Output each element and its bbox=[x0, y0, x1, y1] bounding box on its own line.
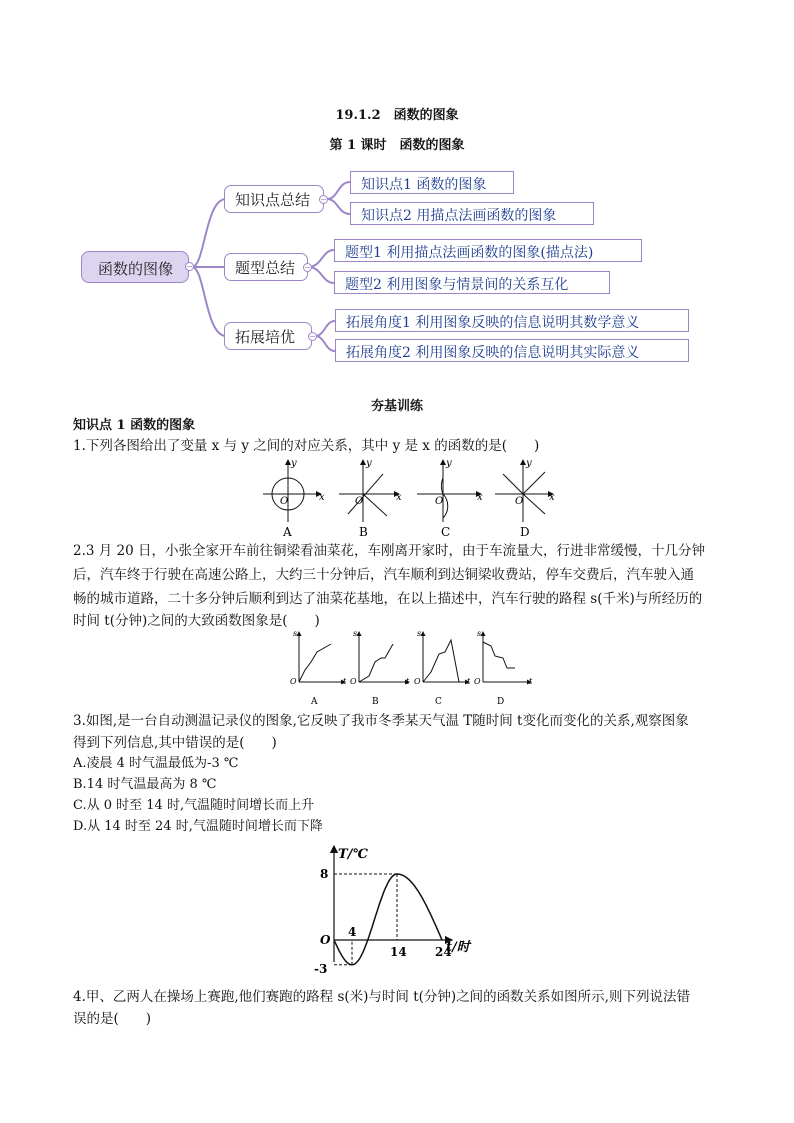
question-3-option-b: B.14 时气温最高为 8 ℃ bbox=[73, 777, 217, 792]
lesson-title: 第 1 课时 函数的图象 bbox=[329, 138, 465, 153]
branch-knowledge: 知识点总结 bbox=[224, 185, 324, 213]
question-3-line-2: 得到下列信息,其中错误的是( ) bbox=[73, 735, 277, 751]
temperature-curve bbox=[334, 874, 442, 965]
collapse-toggle-icon[interactable]: − bbox=[320, 195, 327, 204]
svg-text:x: x bbox=[319, 492, 325, 503]
figure-c-label: C bbox=[441, 525, 451, 539]
figure-c bbox=[417, 460, 481, 522]
branch-extension: 拓展培优 bbox=[224, 322, 312, 350]
svg-text:t: t bbox=[529, 677, 533, 686]
svg-text:t: t bbox=[406, 677, 410, 686]
svg-text:O: O bbox=[280, 496, 289, 507]
graph-b-label: B bbox=[372, 697, 379, 707]
question-1-text: 1.下列各图给出了变量 x 与 y 之间的对应关系，其中 y 是 x 的函数的是( ) bbox=[73, 438, 540, 454]
question-2-line-4: 时间 t(分钟)之间的大致函数图象是( ) bbox=[73, 613, 320, 629]
figure-d-label: D bbox=[520, 525, 530, 539]
question-3-option-c: C.从 0 时至 14 时,气温随时间增长而上升 bbox=[73, 798, 315, 813]
leaf-type-2: 题型2 利用图象与情景间的关系互化 bbox=[334, 271, 610, 294]
origin-label: O bbox=[320, 933, 331, 947]
svg-text:y: y bbox=[526, 458, 532, 469]
figure-b-label: B bbox=[359, 525, 368, 539]
leaf-knowledge-2: 知识点2 用描点法画函数的图象 bbox=[350, 202, 594, 225]
svg-text:O: O bbox=[414, 677, 421, 686]
graph-a bbox=[299, 632, 345, 682]
leaf-type-1: 题型1 利用描点法画函数的图象(描点法) bbox=[334, 239, 642, 262]
leaf-knowledge-1: 知识点1 函数的图象 bbox=[350, 171, 514, 194]
svg-text:y: y bbox=[291, 458, 297, 469]
x-tick-label: 24 bbox=[435, 945, 452, 959]
x-tick-label: 14 bbox=[390, 945, 407, 959]
mindmap-root: 函数的图像 bbox=[81, 251, 189, 283]
svg-text:O: O bbox=[350, 677, 357, 686]
svg-text:s: s bbox=[417, 629, 422, 638]
collapse-toggle-icon[interactable]: − bbox=[186, 262, 193, 271]
x-tick-label: 4 bbox=[348, 925, 357, 939]
svg-text:x: x bbox=[396, 492, 402, 503]
question-4-line-2: 误的是( ) bbox=[73, 1011, 152, 1027]
svg-text:y: y bbox=[446, 458, 452, 469]
question-1-figures bbox=[255, 456, 555, 542]
figure-a-label: A bbox=[283, 525, 292, 539]
figure-a bbox=[263, 460, 321, 522]
collapse-toggle-icon[interactable]: − bbox=[304, 263, 311, 272]
figure-b bbox=[339, 460, 399, 522]
svg-text:O: O bbox=[290, 677, 297, 686]
y-tick-label: 8 bbox=[320, 867, 329, 881]
y-tick-label: -3 bbox=[314, 961, 328, 975]
graph-c-label: C bbox=[435, 697, 442, 707]
svg-text:O: O bbox=[474, 677, 481, 686]
collapse-toggle-icon[interactable]: − bbox=[309, 332, 316, 341]
section-title: 19.1.2 函数的图象 bbox=[335, 108, 459, 123]
svg-text:O: O bbox=[435, 496, 444, 507]
svg-text:s: s bbox=[293, 629, 298, 638]
graph-c bbox=[423, 632, 469, 682]
question-2-line-2: 后，汽车终于行驶在高速公路上，大约三十分钟后，汽车顺利到达铜梁收费站，停车交费后，汽车驶入通 bbox=[73, 567, 694, 583]
graph-d bbox=[483, 632, 531, 682]
graph-b bbox=[359, 632, 409, 682]
question-2-figures bbox=[285, 626, 535, 708]
question-3-option-d: D.从 14 时至 24 时,气温随时间增长而下降 bbox=[73, 819, 323, 834]
x-axis-label: t/时 bbox=[446, 940, 470, 955]
svg-text:y: y bbox=[366, 458, 372, 469]
question-4-line-1: 4.甲、乙两人在操场上赛跑,他们赛跑的路程 s(米)与时间 t(分钟)之间的函数关系如图所示,则下列说法错 bbox=[73, 989, 690, 1005]
svg-text:O: O bbox=[355, 496, 364, 507]
figure-d bbox=[495, 460, 553, 522]
knowledge-point-heading: 知识点 1 函数的图象 bbox=[73, 418, 196, 433]
y-axis-label: T/℃ bbox=[338, 847, 368, 862]
branch-question-types: 题型总结 bbox=[224, 253, 308, 281]
svg-text:O: O bbox=[515, 496, 524, 507]
question-2-line-1: 2.3 月 20 日，小张全家开车前往铜梁看油菜花，车刚离开家时，由于车流量大，行进非常缓慢，十几分钟 bbox=[73, 543, 706, 559]
temperature-chart bbox=[310, 840, 480, 975]
svg-text:t: t bbox=[343, 677, 347, 686]
leaf-extension-2: 拓展角度2 利用图象反映的信息说明其实际意义 bbox=[335, 339, 689, 362]
graph-d-label: D bbox=[497, 697, 505, 707]
graph-a-label: A bbox=[311, 697, 318, 707]
svg-text:x: x bbox=[549, 492, 555, 503]
svg-text:x: x bbox=[477, 492, 483, 503]
practice-heading: 夯基训练 bbox=[370, 399, 423, 414]
leaf-extension-1: 拓展角度1 利用图象反映的信息说明其数学意义 bbox=[335, 309, 689, 332]
svg-text:t: t bbox=[467, 677, 471, 686]
svg-text:s: s bbox=[477, 629, 482, 638]
question-2-line-3: 畅的城市道路，二十多分钟后顺利到达了油菜花基地，在以上描述中，汽车行驶的路程 s(千米)与所经历的 bbox=[73, 591, 703, 607]
question-3-line-1: 3.如图,是一台自动测温记录仪的图象,它反映了我市冬季某天气温 T随时间 t变化而变化的关系,观察图象 bbox=[73, 713, 689, 729]
question-3-option-a: A.凌晨 4 时气温最低为-3 ℃ bbox=[73, 756, 239, 771]
svg-text:s: s bbox=[353, 629, 358, 638]
